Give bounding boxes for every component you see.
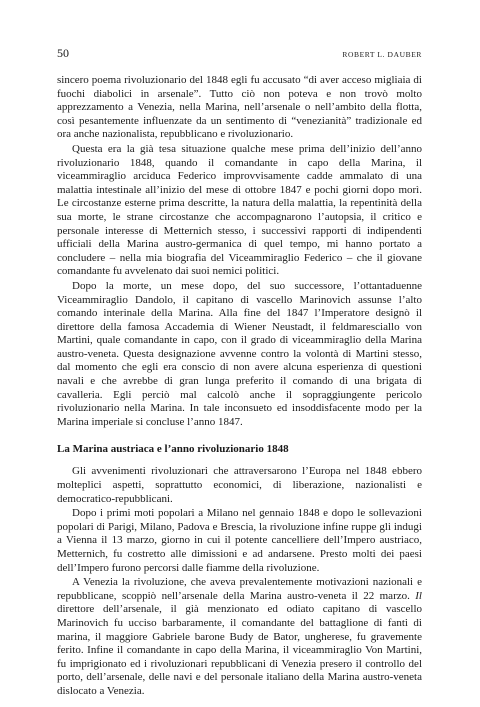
- page-body: [57, 74, 422, 699]
- paragraph-continuation: sincero poema rivoluzionario del 1848 egli fu accusato “di aver acceso migliaia di fuochi diabolici in arsenale”. Tutto ciò non poteva e non trovò molto apprezzamento a Venezia, nella Marina, nell’arsenale o nell’ambito della flotta, così pesantemente influenzate da un sentimento di “venezianità” tradizionale ed ora anche nazionalista, repubblicano e rivoluzionario.: [57, 74, 422, 141]
- paragraph-venice-revolution: [57, 576, 422, 698]
- paragraph-archduke-death: Questa era la già tesa situazione qualche mese prima dell’inizio dell’anno rivoluzionario 1848, quando il comandante in capo della Marina, il viceammiraglio arciduca Federico improvvisamente cadde ammalato di una malattia intestinale all’inizio del mese di ottobre 1847 e pochi giorni dopo morì. Le circostanze esterne prima descritte, la natura della malattia, la repentinità della sua morte, le strane circostanze che accompagnarono l’autopsia, il critico e personale interesse di Metternich stesso, i successivi rapporti di indipendenti ufficiali della Marina austro-germanica di quel tempo, mi hanno portato a concludere – nella mia biografia del Viceammiraglio Federico – che il giovane comandante fu avvelenato dai suoi nemici politici.: [57, 142, 422, 278]
- paragraph-revolution-aspects: Gli avvenimenti rivoluzionari che attraversarono l’Europa nel 1848 ebbero molteplici aspetti, soprattutto economici, di liberazione, nazionalisti e democratico-repubblicani.: [57, 465, 422, 505]
- running-head-author: ROBERT L. DAUBER: [342, 50, 422, 59]
- section-heading: La Marina austriaca e l’anno rivoluzionario 1848: [57, 443, 289, 456]
- page-header: [57, 46, 422, 61]
- venice-text-start: A Venezia la rivoluzione, che aveva prevalentemente motivazioni nazionali e repubblicane, scoppiò nell’arsenale della Marina austro-veneta il 22 marzo.: [57, 576, 422, 602]
- paragraph-popular-uprisings: Dopo i primi moti popolari a Milano nel gennaio 1848 e dopo le sollevazioni popolari di Parigi, Milano, Padova e Brescia, la rivoluzione infine ruppe gli indugi a Vienna il 13 marzo, giorno in cui il potente cancelliere dell’Impero austriaco, Metternich, fu costretto alle dimissioni e ad andarsene. Presto molti dei paesi dell’Impero furono percorsi dalle fiamme della rivoluzione.: [57, 507, 422, 574]
- page-number: 50: [57, 46, 69, 60]
- venice-text-end: direttore dell’arsenale, il già menzionato ed odiato capitano di vascello Marinovich fu ucciso barbaramente, il comandante del battaglione di fanti di marina, il maggiore Gabriele barone Budy de Bator, ungherese, fu gravemente ferito. Infine il comandante in capo della Marina, il viceammiraglio Von Martini, fu imprigionato ed i rivoluzionari repubblicani di Venezia presero il controllo del porto, dell’arsenale, delle navi e del personale italiano della Marina austro-veneta dislocato a Venezia.: [57, 603, 422, 697]
- paragraph-martini-appointment: Dopo la morte, un mese dopo, del suo successore, l’ottantaduenne Viceammiraglio Dandolo, il capitano di vascello Marinovich assunse l’alto comando interinale della Marina. Alla fine del 1847 l’Imperatore designò il direttore della famosa Accademia di Wiener Neustadt, il feldmaresciallo von Martini, quale comandante in capo, con il grado di viceammiraglio della Marina austro-veneta. Questa designazione avvenne contro la volontà di Martini stesso, dal momento che egli era conscio di non avere alcuna esperienza di questioni navali e che avrebbe di gran lunga preferito il comando di una brigata di cavalleria. Egli perciò mal calcolò anche il sopraggiungente pericolo rivoluzionario nella Marina. In tale inconsueto ed insoddisfacente modo per la Marina imperiale si concluse l’anno 1847.: [57, 279, 422, 428]
- venice-text-italic: Il: [415, 589, 422, 602]
